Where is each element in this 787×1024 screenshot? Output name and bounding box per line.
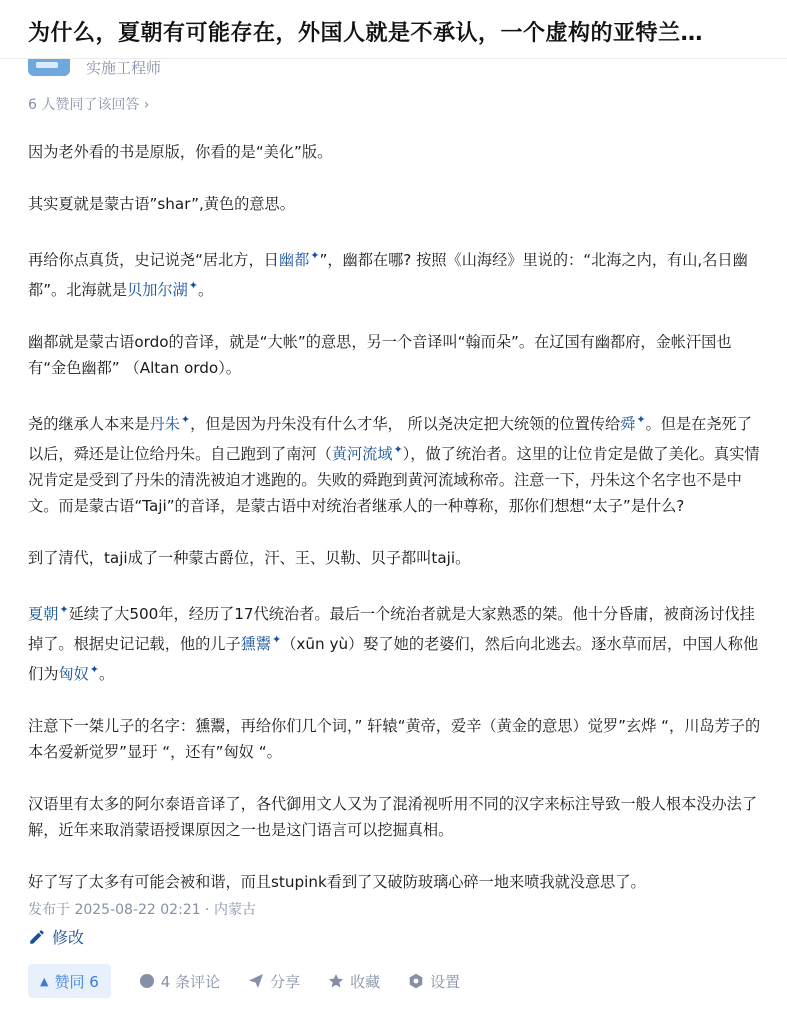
sparkle-icon: ✦ [59, 603, 69, 617]
keyword-link-xia-dynasty[interactable]: 夏朝 [28, 605, 59, 624]
upvote-summary-link[interactable]: 6 人赞同了该回答 › [28, 97, 150, 113]
sparkle-icon: ✦ [188, 279, 198, 293]
question-header [0, 0, 787, 59]
sparkle-icon: ✦ [272, 633, 282, 647]
edit-button[interactable] [28, 925, 84, 948]
keyword-link-shun[interactable]: 舜 [620, 415, 636, 434]
keyword-link-youdu[interactable]: 幽都 [278, 251, 310, 270]
paragraph-5 [28, 407, 763, 519]
collect-button[interactable] [328, 971, 380, 992]
paragraph-4: 幽都就是蒙古语ordo的音译，就是“大帐”的意思，另一个音译叫“翰而朵”。在辽国有幽都府，金帐汗国也有“金色幽都” （Altan ordo）。 [28, 333, 732, 378]
share-button[interactable] [248, 971, 300, 992]
paragraph-6: 到了清代，taji成了一种蒙古爵位，汗、王、贝勒、贝子都叫taji。 [28, 549, 471, 568]
text-segment: ），做了统治者。这里的让位肯定是做了美化。真实情况肯定是受到了丹朱的清洗被迫才逃跑的。失败的舜跑到黄河流域称帝。注意一下，丹朱这个名字也不是中文。而是蒙古语“Taji”的音译，是蒙古语中对统治者继承人的一种尊称，那你们想想“太子”是什么? [28, 445, 760, 516]
keyword-link-danzhu[interactable]: 丹朱 [149, 415, 180, 434]
share-label: 分享 [270, 972, 301, 991]
publish-meta[interactable]: 发布于 2025-08-22 02:21 · 内蒙古 [28, 902, 256, 918]
paragraph-2: 其实夏就是蒙古语”shar”,黄色的意思。 [28, 195, 295, 213]
upvote-label: 赞同 6 [54, 972, 99, 991]
sparkle-icon: ✦ [89, 663, 99, 677]
question-title[interactable]: 为什么，夏朝有可能存在，外国人就是不承认，一个虚构的亚特兰… [28, 21, 704, 46]
collect-label: 收藏 [350, 972, 381, 991]
comment-bubble-icon [139, 973, 155, 989]
upvote-button[interactable] [28, 964, 111, 998]
keyword-link-baikal[interactable]: 贝加尔湖 [127, 281, 188, 300]
gear-icon [408, 973, 424, 989]
keyword-link-xiongnu[interactable]: 匈奴 [58, 665, 89, 684]
text-segment: 。但是在尧死了以后，舜还是让位给丹朱。自己跑到了南河（ [28, 415, 752, 464]
answer-content [28, 139, 763, 917]
author-headline: 实施工程师 [86, 59, 162, 77]
text-segment: 。 [98, 665, 115, 684]
settings-label: 设置 [430, 972, 461, 991]
action-bar [28, 962, 763, 1000]
comment-label: 4 条评论 [160, 972, 221, 991]
edit-label: 修改 [52, 928, 85, 947]
paragraph-8: 注意下一桀儿子的名字：獯鬻，再给你们几个词，” 轩辕“黄帝，爱辛（黄金的意思）觉罗”玄烨 “，川岛芳子的本名爱新觉罗”显玗 “，还有”匈奴 “。 [28, 717, 761, 762]
sparkle-icon: ✦ [393, 443, 403, 457]
sparkle-icon: ✦ [180, 413, 191, 427]
sparkle-icon: ✦ [310, 249, 320, 262]
paragraph-3 [28, 243, 763, 303]
upvote-caret-icon: ▲ [40, 974, 49, 988]
text-segment: 再给你点真货，史记说尧“居北方，日 [28, 251, 279, 270]
text-segment: ”，幽都在哪? 按照《山海经》里说的：“北海之内，有山,名日幽都”。北海就是 [28, 251, 748, 300]
paragraph-1: 因为老外看的书是原版，你看的是“美化”版。 [28, 143, 333, 161]
text-segment: （xūn yù）娶了她的老婆们，然后向北逃去。逐水草而居，中国人称他们为 [28, 635, 759, 684]
paragraph-7 [28, 597, 763, 687]
keyword-link-xunyu[interactable]: 獯鬻 [240, 635, 271, 654]
text-segment: 尧的继承人本来是 [28, 415, 150, 434]
paragraph-9: 汉语里有太多的阿尔泰语音译了，各代御用文人又为了混淆视听用不同的汉字来标注导致一般人根本没办法了解，近年来取消蒙语授课原因之一也是这门语言可以挖掘真相。 [28, 795, 757, 840]
star-icon [328, 973, 344, 989]
settings-button[interactable] [408, 971, 460, 992]
paper-plane-icon [248, 973, 264, 989]
sparkle-icon: ✦ [636, 413, 646, 427]
keyword-link-yellow-river[interactable]: 黄河流域 [331, 445, 393, 464]
text-segment: ，但是因为丹朱没有什么才华， 所以尧决定把大统领的位置传给 [190, 415, 621, 434]
paragraph-10: 好了写了太多有可能会被和谐，而且stupink看到了又破防玻璃心碎一地来喷我就没意思了。 [28, 873, 646, 892]
text-segment: 。 [197, 281, 214, 300]
text-segment: 延续了大500年，经历了17代统治者。最后一个统治者就是大家熟悉的桀。他十分昏庸，被商汤讨伐挂掉了。根据史记记载，他的儿子 [28, 605, 755, 654]
pencil-icon [28, 928, 46, 946]
comment-button[interactable] [139, 971, 220, 992]
